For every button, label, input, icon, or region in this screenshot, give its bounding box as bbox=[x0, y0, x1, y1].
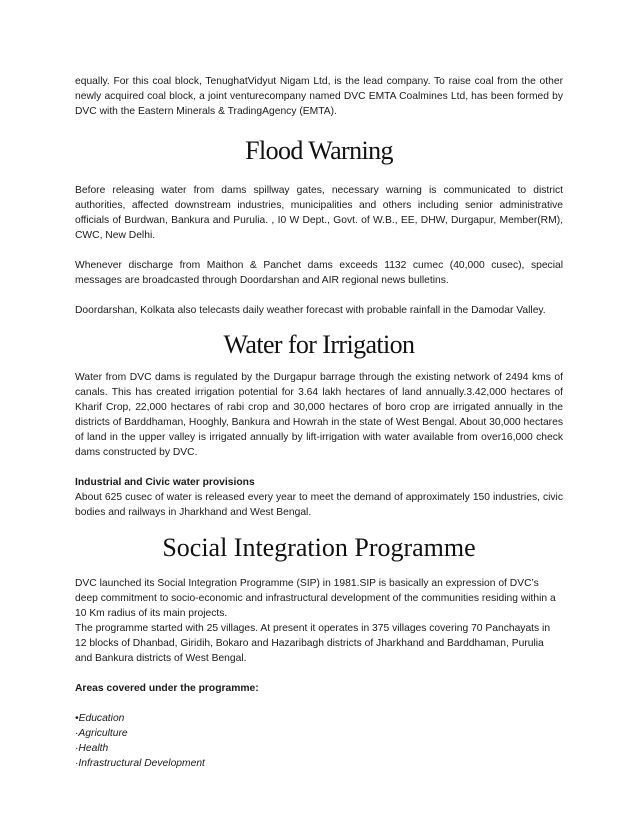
social-paragraph-2: The programme started with 25 villages. At present it operates in 375 villages covering 70 Panchayats in 12 blocks of Dhanbad, Giridih, Bokaro and Hazaribagh districts of Jharkhand and Barddhaman, Purulia and Bankura districts of West Bengal. bbox=[75, 623, 551, 664]
spacer bbox=[75, 288, 563, 303]
spacer bbox=[75, 243, 563, 258]
flood-paragraph-3: Doordarshan, Kolkata also telecasts daily weather forecast with probable rainfall in the Damodar Valley. bbox=[75, 305, 546, 316]
flood-paragraph-2: Whenever discharge from Maithon & Panchet dams exceeds 1132 cumec (40,000 cusec), special messages are broadcasted through Doordarshan and AIR regional news bulletins. bbox=[75, 260, 563, 286]
area-list-item: ·Health bbox=[75, 743, 109, 754]
area-list-item: •Education bbox=[75, 713, 125, 724]
intro-paragraph: equally. For this coal block, TenughatVidyut Nigam Ltd, is the lead company. To raise coal from the other newly acquired coal block, a joint venturecompany named DVC EMTA Coalmines Ltd, has been formed by DVC with the Eastern Minerals & TradingAgency (EMTA). bbox=[75, 76, 563, 117]
area-list-item: ·Infrastructural Development bbox=[75, 758, 205, 769]
flood-paragraph-1: Before releasing water from dams spillway gates, necessary warning is communicated to district authorities, affected downstream industries, municipalities and others including senior administrative officials of Burdwan, Bankura and Purulia. , I0 W Dept., Govt. of W.B., EE, DHW, Durgapur, Member(RM), CWC, New Delhi. bbox=[75, 185, 563, 241]
water-irrigation-heading: Water for Irrigation bbox=[223, 330, 415, 359]
spacer bbox=[75, 696, 563, 711]
area-list-item: ·Agriculture bbox=[75, 728, 128, 739]
spacer bbox=[75, 460, 563, 475]
industrial-civic-subheading: Industrial and Civic water provisions bbox=[75, 477, 255, 488]
areas-covered-heading: Areas covered under the programme: bbox=[75, 683, 259, 694]
document-page bbox=[75, 74, 563, 771]
irrigation-paragraph-1: Water from DVC dams is regulated by the Durgapur barrage through the existing network of 2494 kms of canals. This has created irrigation potential for 3.64 lakh hectares of land annually.3.42,000 hectares of Kharif Crop, 22,000 hectares of rabi crop and 30,000 hectares of boro crop are irrigated annually in the districts of Barddhaman, Hooghly, Bankura and Howrah in the state of West Bengal. About 30,000 hectares of land in the upper valley is irrigated annually by lift-irrigation with water available from over16,000 check dams constructed by DVC. bbox=[75, 372, 563, 458]
irrigation-paragraph-2: About 625 cusec of water is released every year to meet the demand of approximately 150 industries, civic bodies and railways in Jharkhand and West Bengal. bbox=[75, 492, 563, 518]
spacer bbox=[75, 666, 563, 681]
social-paragraph-1: DVC launched its Social Integration Programme (SIP) in 1981.SIP is basically an expression of DVC’s deep commitment to socio-economic and infrastructural development of the communities residing within a 10 Km radius of its main projects. bbox=[75, 578, 556, 619]
flood-warning-heading: Flood Warning bbox=[245, 136, 393, 165]
social-integration-heading: Social Integration Programme bbox=[162, 533, 476, 562]
